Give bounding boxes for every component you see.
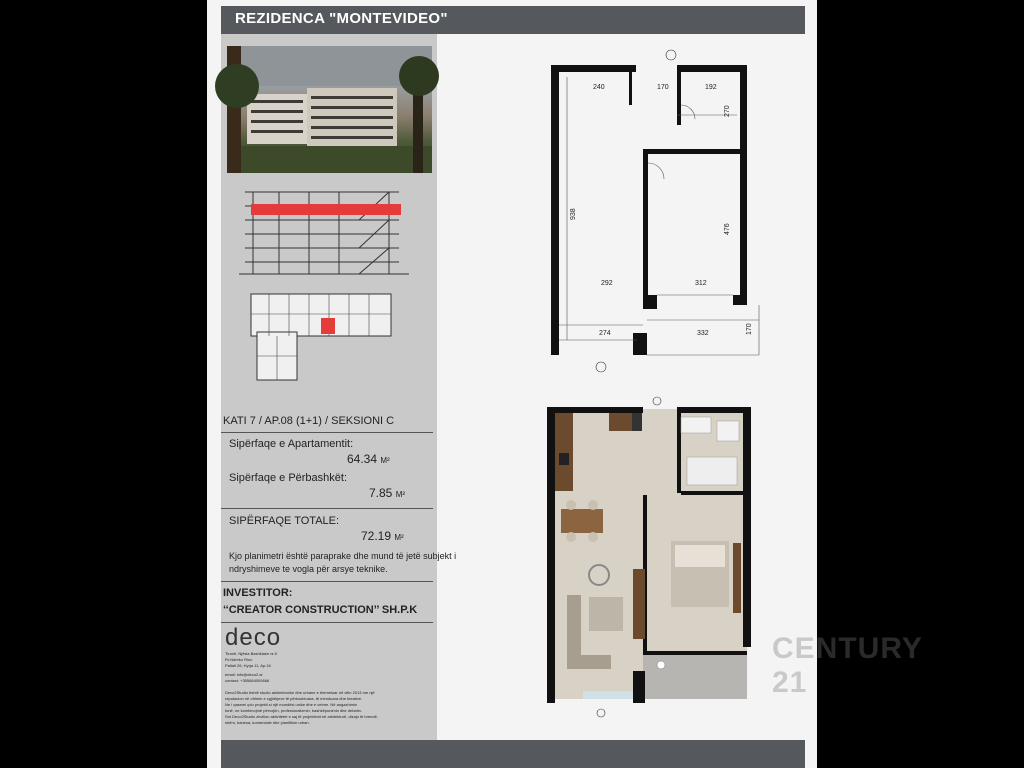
studio-address: Tiranë, Njësia Bashkiake nr.5 Rr.Ndreko Rino Pallati 26, Hyrja 11, Ap.16 (225, 651, 277, 668)
dim-bot-1: 274 (599, 330, 611, 337)
highlighted-floor (251, 204, 401, 215)
apartment-area-value: 64.34 M² (347, 452, 390, 466)
tv-unit (633, 569, 645, 639)
double-bed (671, 541, 729, 607)
dim-mid-2: 312 (695, 280, 707, 287)
highlighted-apartment (321, 318, 335, 334)
building-section-diagram (239, 184, 419, 279)
dim-top-3: 192 (705, 84, 717, 91)
info-panel (221, 34, 457, 740)
furnished-floor-plan (537, 395, 767, 725)
dim-right-2: 476 (724, 223, 731, 235)
dim-mid-1: 292 (601, 280, 613, 287)
building-rendering-image (227, 46, 432, 173)
unit-label: KATI 7 / AP.08 (1+1) / SEKSIONI C (223, 415, 395, 427)
north-marker-icon (653, 397, 661, 405)
header-bar (221, 6, 805, 34)
floor-key-plan (249, 292, 399, 384)
dim-bot-2: 332 (697, 330, 709, 337)
common-area-label: Sipërfaqe e Përbashkët: (229, 472, 348, 484)
deco-logo: deco (225, 624, 282, 651)
window (583, 691, 633, 699)
investor-label: INVESTITOR: (223, 587, 293, 599)
project-title: REZIDENCA "MONTEVIDEO" (235, 10, 448, 27)
watermark: CENTURY 21 (772, 632, 923, 699)
disclaimer-text: Kjo planimetri është paraprake dhe mund të jetë subjekt i ndryshimeve te vogla për arsye teknike. (229, 551, 457, 574)
north-marker-icon (666, 50, 676, 60)
plan-sheet (207, 0, 923, 768)
technical-floor-plan (537, 45, 767, 375)
common-area-value: 7.85 M² (369, 486, 406, 500)
investor-name: ‘‘CREATOR CONSTRUCTION’’ SH.P.K (223, 604, 418, 616)
dim-bot-3: 170 (746, 323, 753, 335)
studio-contact: email: info@deco2.al contact: +355684000666 (225, 672, 270, 683)
dim-top-1: 240 (593, 84, 605, 91)
balcony-marker-icon (657, 661, 665, 669)
footer-bar (221, 740, 805, 768)
wardrobe (733, 543, 741, 613)
dim-right-1: 270 (724, 105, 731, 117)
apartment-area-label: Sipërfaqe e Apartamentit: (229, 438, 354, 450)
studio-about: Deco2Studio është studio arkitektonike dhe urbane e themeluar në vitin 2013 me një reputacion në ofrimin e zgjidhjeve të përkushtuara, të menduara dhe kreative. Ne i qasemi çdo projekti si një mundësi unike dhe e vetme. Në angazhimin tonë, ne kombinojmë përvojën, profesionalizmin, bashkëpunimin dhe debatin. Sot Deco2Studio zhvillon aktivitetet e saj të projektimit në arkitekturë, dizajn të brendë- shëm, banesa, komerciale dhe planifikim urban. (225, 690, 379, 725)
section-marker-icon (597, 709, 605, 717)
dim-left-1: 938 (570, 208, 577, 220)
section-marker-icon (596, 362, 606, 372)
dim-top-2: 170 (657, 84, 669, 91)
total-area-value: 72.19 M² (361, 529, 404, 543)
total-area-label: SIPËRFAQE TOTALE: (229, 515, 340, 527)
